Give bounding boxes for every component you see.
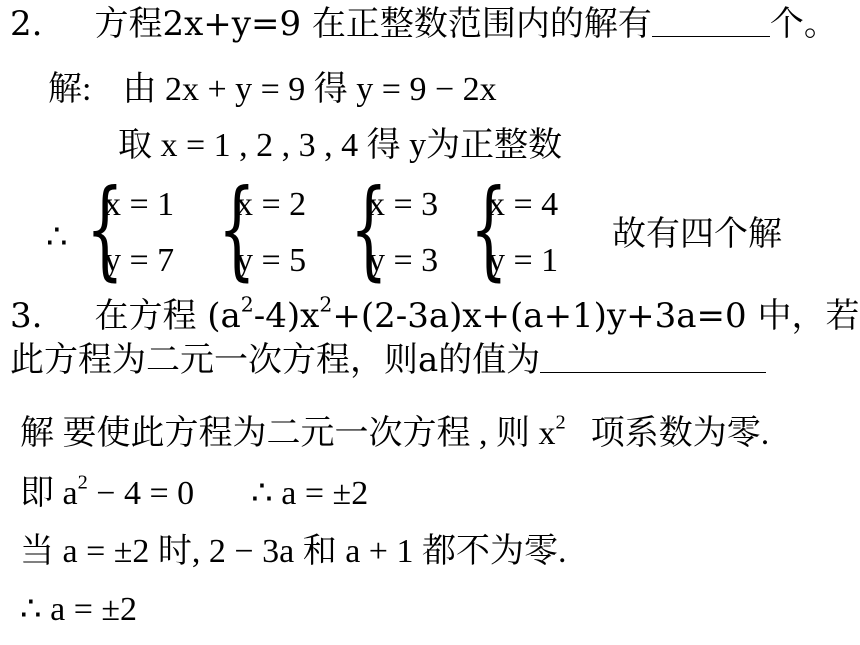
q2-conclusion: 故有四个解 <box>612 214 782 254</box>
q2-answer-blank <box>652 6 770 37</box>
q2-solution-line2 <box>118 126 562 166</box>
system-y: y = 1 <box>488 242 559 279</box>
q2-number: 2. <box>10 4 43 44</box>
q2-solution-line1 <box>48 70 497 110</box>
system-x: x = 3 <box>368 186 439 223</box>
q2-solution-label: 解: <box>48 71 92 108</box>
system-x: x = 2 <box>236 186 307 223</box>
brace-icon: { <box>470 167 508 292</box>
q3-text-d: 此方程为二元一次方程，则a的值为 <box>10 340 541 380</box>
q2-heading <box>10 4 838 44</box>
q3-answer-blank <box>540 342 766 373</box>
q3-sol2-a: 即 a <box>20 475 78 512</box>
q3-line2 <box>10 340 766 380</box>
q3-text-a: 在方程 (a <box>94 296 241 336</box>
q3-solution-line4: ∴ a = ±2 <box>20 591 138 628</box>
q3-sol2-result: ∴ a = ±2 <box>251 475 369 512</box>
q2-solution-take: 取 x = 1 , 2 , 3 , 4 得 y为正整数 <box>118 127 563 164</box>
brace-icon: { <box>218 167 256 292</box>
system-y: y = 3 <box>368 242 439 279</box>
q3-sup: 2 <box>319 292 333 317</box>
q2-therefore: ∴ <box>46 219 68 256</box>
q3-number: 3. <box>10 296 43 336</box>
q3-sol2-b: − 4 = 0 <box>96 475 195 512</box>
q3-solution-line2 <box>20 471 369 514</box>
q3-sup: 2 <box>240 292 254 317</box>
q3-text-b: -4)x <box>253 296 320 336</box>
q2-solution-eq: 由 2x + y = 9 得 y = 9 − 2x <box>122 71 497 108</box>
system-y: y = 5 <box>236 242 307 279</box>
q3-heading <box>10 292 860 336</box>
q3-text-c: +(2-3a)x+(a+1)y+3a=0 中，若 <box>332 296 860 336</box>
q3-sup: 2 <box>77 471 88 494</box>
q3-sup: 2 <box>555 411 566 434</box>
q2-suffix: 个。 <box>769 4 838 44</box>
q3-sol1-b: 项系数为零. <box>590 415 770 452</box>
system-y: y = 7 <box>104 242 175 279</box>
brace-icon: { <box>350 167 388 292</box>
q2-text: 方程2x+y=9 在正整数范围内的解有 <box>94 4 652 44</box>
brace-icon: { <box>86 167 124 292</box>
system-x: x = 1 <box>104 186 175 223</box>
q3-solution-line3: 当 a = ±2 时, 2 − 3a 和 a + 1 都不为零. <box>20 533 567 570</box>
q3-solution-line1 <box>20 411 770 454</box>
q3-sol1-a: 解 要使此方程为二元一次方程 , 则 x <box>20 415 556 452</box>
system-x: x = 4 <box>488 186 559 223</box>
